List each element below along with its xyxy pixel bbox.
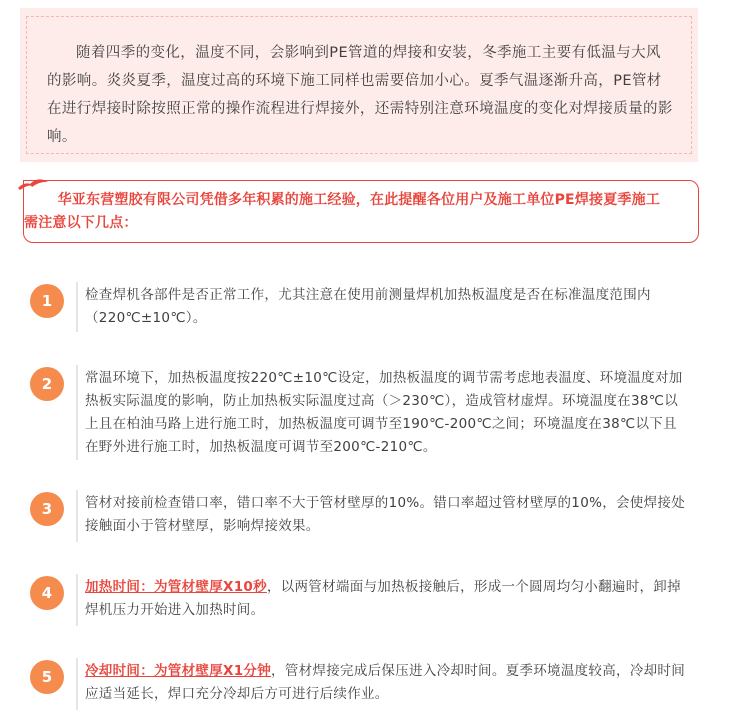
step-2: [30, 365, 700, 465]
step-text: [85, 576, 690, 622]
step-divider: [76, 658, 78, 710]
step-divider: [76, 365, 78, 460]
step-body: 管材对接前检查错口率，错口率不大于管材壁厚的10%。错口率超过管材壁厚的10%，会使焊接处接触面小于管材壁厚，影响焊接效果。: [85, 495, 686, 534]
step-number-badge: 1: [30, 284, 64, 318]
step-emphasis: 加热时间：为管材壁厚X10秒: [85, 579, 267, 595]
intro-paragraph: 随着四季的变化，温度不同，会影响到PE管道的焊接和安装，冬季施工主要有低温与大风的影响。炎炎夏季，温度过高的环境下施工同样也需要倍加小心。夏季气温逐渐升高，PE管材在进行焊接时除按照正常的操作流程进行焊接外，还需特别注意环境温度的变化对焊接质量的影响。: [47, 45, 673, 145]
step-number-badge: 3: [30, 492, 64, 526]
step-body: 检查焊机各部件是否正常工作，尤其注意在使用前测量焊机加热板温度是否在标准温度范围内（220℃±10℃）。: [85, 287, 651, 326]
step-divider: [76, 490, 78, 542]
step-text: [85, 492, 690, 538]
step-text: [85, 660, 690, 706]
step-1: [30, 282, 700, 342]
step-3: [30, 490, 700, 550]
step-divider: [76, 282, 78, 332]
notice-box: [23, 180, 699, 243]
step-5: [30, 658, 700, 718]
step-text: [85, 284, 690, 330]
step-emphasis: 冷却时间：为管材壁厚X1分钟: [85, 663, 272, 679]
intro-box: [20, 8, 698, 162]
step-number-badge: 5: [30, 660, 64, 694]
intro-border: [26, 16, 692, 154]
step-body: ，以两管材端面与加热板接触后，形成一个圆周均匀小翻遍时，卸掉焊机压力开始进入加热时间。: [85, 579, 681, 618]
step-body: ，管材焊接完成后保压进入冷却时间。夏季环境温度较高，冷却时间应适当延长，焊口充分冷却后方可进行后续作业。: [85, 663, 686, 702]
step-4: [30, 574, 700, 634]
step-text: [85, 367, 690, 459]
step-divider: [76, 574, 78, 626]
step-body: 常温环境下，加热板温度按220℃±10℃设定，加热板温度的调节需考虑地表温度、环境温度对加热板实际温度的影响，防止加热板实际温度过高（＞230℃），造成管材虚焊。环境温度在38℃以上且在柏油马路上进行施工时，加热板温度可调节至190℃-200℃之间；环境温度在38℃以下且在野外进行施工时，加热板温度可调节至200℃-210℃。: [85, 370, 683, 455]
notice-text: 华亚东营塑胶有限公司凭借多年积累的施工经验，在此提醒各位用户及施工单位PE焊接夏季施工需注意以下几点：: [24, 192, 661, 231]
step-number-badge: 4: [30, 576, 64, 610]
step-number-badge: 2: [30, 367, 64, 401]
